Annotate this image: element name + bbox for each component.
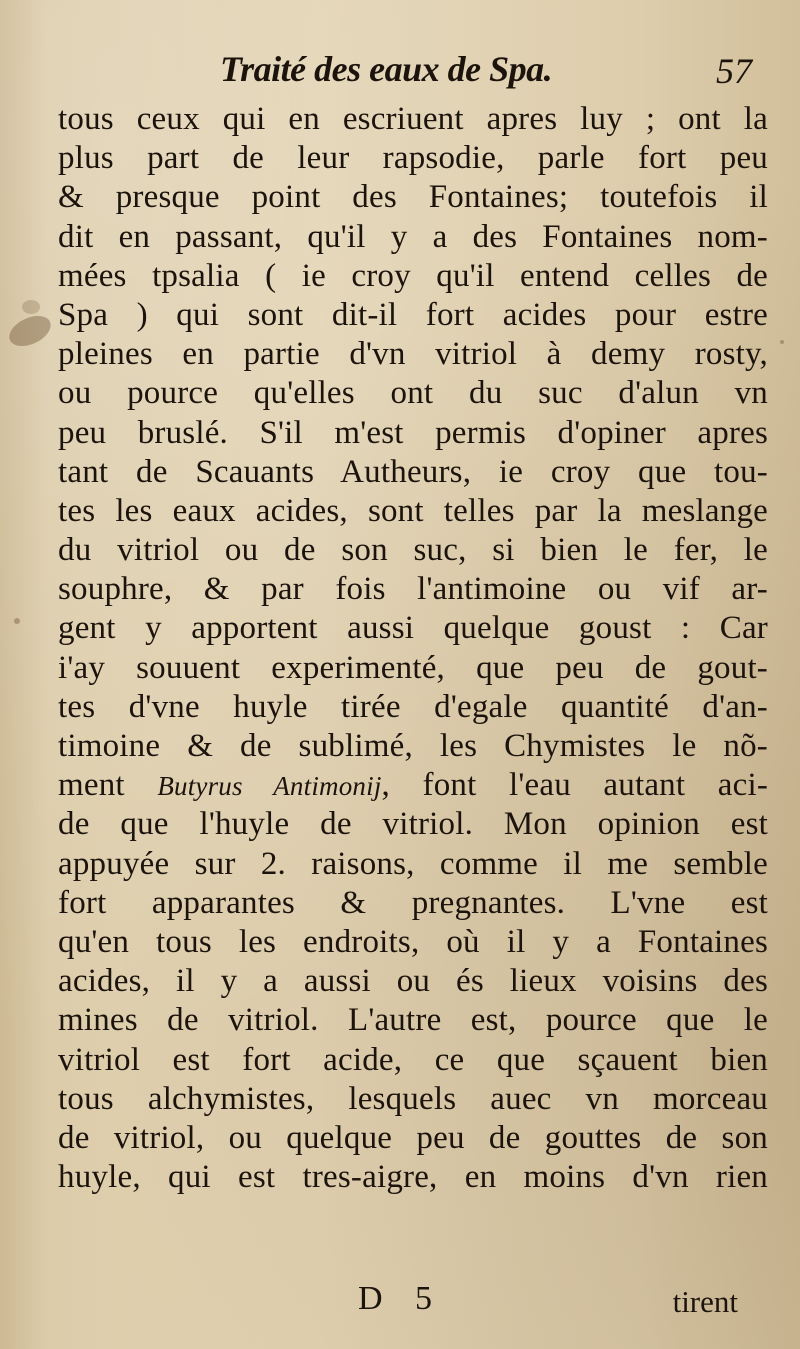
ink-stain — [22, 300, 40, 314]
text-line: huyle, qui est tres-aigre, en moins d'vn rien — [58, 1159, 768, 1196]
page-footer — [58, 1280, 738, 1326]
page-number: 57 — [716, 51, 752, 91]
text-line: ou pource qu'elles ont du suc d'alun vn — [58, 375, 768, 412]
text-line: gent y apportent aussi quelque goust : Car — [58, 610, 768, 647]
text-line: tous alchymistes, lesquels auec vn morceau — [58, 1080, 768, 1117]
text-line: du vitriol ou de son suc, si bien le fer, le — [58, 532, 768, 569]
text-line: de vitriol, ou quelque peu de gouttes de son — [58, 1119, 768, 1156]
text-line: & presque point des Fontaines; toutefois il — [58, 179, 768, 216]
text-line-with-italic — [58, 766, 768, 805]
text-line: acides, il y a aussi ou és lieux voisins des — [58, 963, 768, 1000]
body-text — [58, 100, 768, 1197]
catchword: tirent — [672, 1284, 738, 1319]
ink-speck — [14, 618, 20, 624]
text-line: plus part de leur rapsodie, parle fort peu — [58, 140, 768, 177]
ink-speck — [780, 340, 784, 344]
text-line: fort apparantes & pregnantes. L'vne est — [58, 884, 768, 921]
text-line: tes les eaux acides, sont telles par la meslange — [58, 492, 768, 529]
text-line: mées tpsalia ( ie croy qu'il entend celles de — [58, 257, 768, 294]
text-line: souphre, & par fois l'antimoine ou vif ar- — [58, 571, 768, 608]
text-line: qu'en tous les endroits, où il y a Fontaines — [58, 923, 768, 960]
text-line: de que l'huyle de vitriol. Mon opinion est — [58, 806, 768, 843]
page-header — [220, 42, 760, 98]
text-line: tous ceux qui en escriuent apres luy ; ont la — [58, 101, 768, 137]
text-line: appuyée sur 2. raisons, comme il me semble — [58, 845, 768, 882]
text-line: peu bruslé. S'il m'est permis d'opiner apres — [58, 414, 768, 451]
text-line: tes d'vne huyle tirée d'egale quantité d'an- — [58, 688, 768, 725]
text-line: i'ay souuent experimenté, que peu de gout- — [58, 649, 768, 686]
text-fragment: , font l'eau autant aci- — [381, 767, 769, 804]
text-line: dit en passant, qu'il y a des Fontaines nom- — [58, 218, 768, 255]
text-line: mines de vitriol. L'autre est, pource que le — [58, 1002, 768, 1039]
text-line: pleines en partie d'vn vitriol à demy rosty, — [58, 336, 768, 373]
text-line: tant de Scauants Autheurs, ie croy que tou- — [58, 453, 768, 490]
text-fragment: ment — [58, 767, 158, 804]
ink-stain — [5, 310, 56, 352]
text-line: timoine & de sublimé, les Chymistes le nõ- — [58, 728, 768, 764]
text-line: Spa ) qui sont dit-il fort acides pour estre — [58, 296, 768, 333]
italic-term: Butyrus Antimonij — [157, 771, 382, 802]
running-title: Traité des eaux de Spa. — [220, 49, 553, 89]
signature-mark: D 5 — [358, 1280, 445, 1317]
text-line: vitriol est fort acide, ce que sçauent bien — [58, 1041, 768, 1078]
